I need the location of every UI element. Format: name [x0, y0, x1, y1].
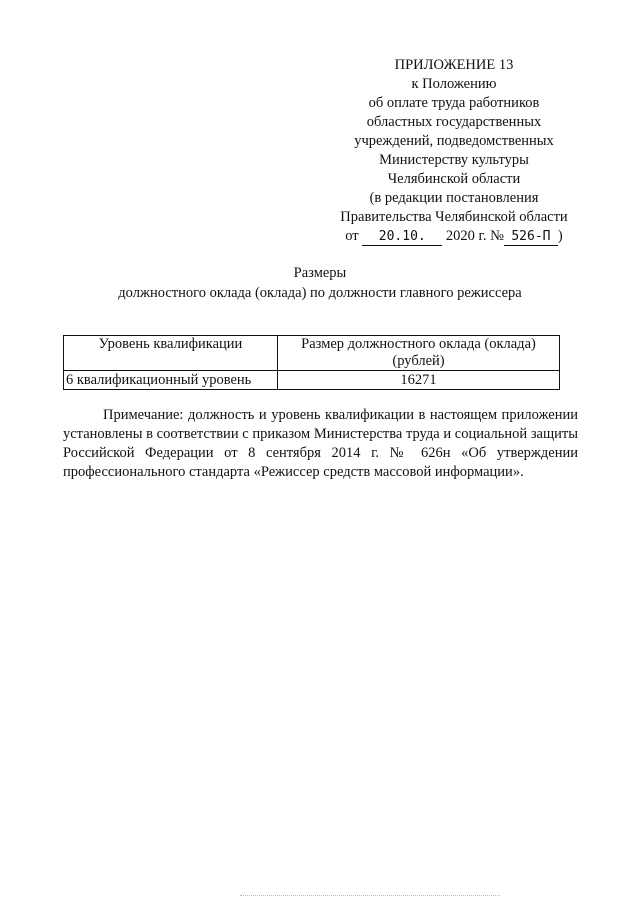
appendix-header — [326, 56, 582, 246]
year-text: 2020 г. № — [445, 228, 504, 244]
note-paragraph: Примечание: должность и уровень квалификации в настоящем приложении установлены в соответствии с приказом Министерства труда и социальной защиты Российской Федерации от 8 сентября 2014 г. № 626н «Об утверждении профессионального стандарта «Режиссер средств массовой информации». — [63, 407, 578, 480]
header-salary-size: Размер должностного оклада (оклада) (рублей) — [278, 336, 560, 371]
document-title — [60, 263, 580, 303]
cell-qualification-level: 6 квалификационный уровень — [64, 371, 278, 390]
appendix-line: областных государственных — [366, 114, 542, 130]
appendix-line: учреждений, подведомственных — [354, 133, 554, 149]
closing-paren: ) — [557, 228, 563, 244]
table-header-row — [64, 336, 560, 371]
appendix-line: Челябинской области — [387, 171, 521, 187]
appendix-line: Правительства Челябинской области — [340, 209, 568, 225]
date-field: 20.10. — [362, 229, 442, 246]
appendix-date-line — [326, 227, 582, 246]
table-row — [64, 371, 560, 390]
number-field: 526-П — [504, 229, 558, 246]
title-line-2: должностного оклада (оклада) по должности главного режиссера — [118, 285, 522, 301]
title-line-1: Размеры — [293, 265, 347, 281]
appendix-line: (в редакции постановления — [369, 190, 539, 206]
header-qualification-level: Уровень квалификации — [64, 336, 278, 371]
appendix-line: об оплате труда работников — [368, 95, 540, 111]
date-prefix: от — [345, 228, 359, 244]
appendix-line: Министерству культуры — [379, 152, 529, 168]
salary-table — [63, 335, 560, 390]
appendix-line: к Положению — [411, 76, 497, 92]
appendix-title: ПРИЛОЖЕНИЕ 13 — [394, 57, 514, 73]
scan-artifact — [240, 895, 500, 898]
cell-salary-amount: 16271 — [278, 371, 560, 390]
